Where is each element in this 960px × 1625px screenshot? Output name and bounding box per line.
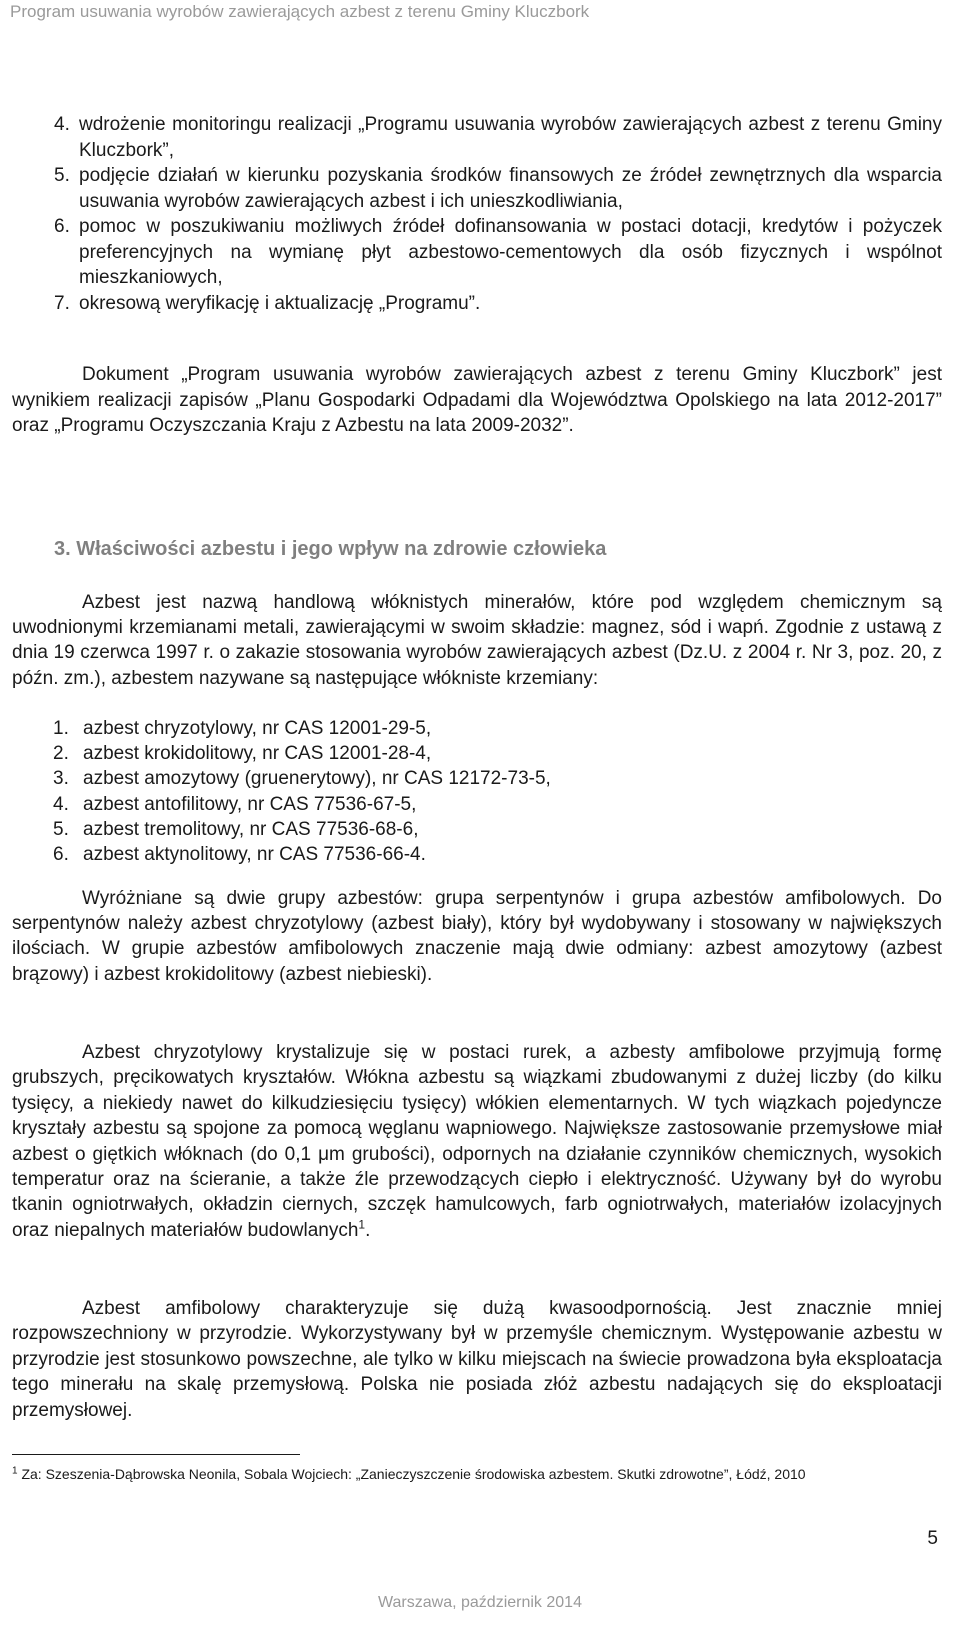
footnote [12, 1466, 950, 1482]
list-item [53, 766, 551, 791]
paragraph-asbestos-definition: Azbest jest nazwą handlową włóknistych minerałów, które pod względem chemicznym są uwodnionymi krzemianami metali, zawierającymi w swoim składzie: magnez, sód i wapń. Zgodnie z ustawą z dnia 19 czerwca 1997 r. o zakazie stosowania wyrobów zawierających azbest (Dz.U. z 2004 r. Nr 3, poz. 20, z późn. zm.), azbestem nazywane są następujące włókniste krzemiany: [12, 592, 942, 689]
list-item [53, 842, 551, 867]
footnote-marker: 1 [12, 1465, 18, 1477]
running-footer: Warszawa, październik 2014 [378, 1594, 582, 1611]
running-header: Program usuwania wyrobów zawierających azbest z terenu Gminy Kluczbork [10, 2, 590, 21]
paragraph-asbestos-structure [12, 1040, 942, 1243]
list-item [12, 214, 942, 291]
list-item [53, 716, 551, 741]
list-number: 5. [53, 818, 69, 840]
objectives-list [12, 112, 942, 316]
list-number: 5. [54, 165, 70, 186]
list-number: 3. [53, 768, 69, 790]
list-text: okresową weryfikację i aktualizację „Programu”. [79, 292, 481, 314]
footnote-text: Za: Szeszenia-Dąbrowska Neonila, Sobala Wojciech: „Zanieczyszczenie środowiska azbestem. Skutki zdrowotne”, Łódź, 2010 [21, 1466, 806, 1482]
footnote-separator [12, 1454, 300, 1455]
list-text: pomoc w poszukiwaniu możliwych źródeł dofinansowania w postaci dotacji, kredytów i pożyczek preferencyjnych na wymianę płyt azbestowo-cementowych dla osób fizycznych i wspólnot mieszkaniowych, [79, 216, 942, 288]
list-text: wdrożenie monitoringu realizacji „Programu usuwania wyrobów zawierających azbest z terenu Gminy Kluczbork”, [79, 114, 942, 161]
footnote-reference[interactable]: 1 [358, 1217, 366, 1232]
list-item [12, 291, 942, 317]
list-number: 7. [54, 292, 70, 314]
list-number: 4. [54, 114, 70, 135]
list-text: azbest antofilitowy, nr CAS 77536-67-5, [83, 793, 417, 815]
list-number: 2. [53, 743, 69, 765]
paragraph-amphibole: Azbest amfibolowy charakteryzuje się dużą kwasoodpornością. Jest znacznie mniej rozpowszechniony w przyrodzie. Wykorzystywany był w przemyśle chemicznym. Występowanie azbestu w przyrodzie jest stosunkowo powszechne, ale tylko w kilku miejscach na świecie prowadzona była eksploatacja tego minerału na skalę przemysłową. Polska nie posiada złóż azbestu nadających się do eksploatacji przemysłowej. [12, 1298, 942, 1421]
list-item [53, 741, 551, 766]
list-number: 4. [53, 793, 69, 815]
page-number: 5 [927, 1528, 938, 1549]
paragraph-asbestos-groups: Wyróżniane są dwie grupy azbestów: grupa serpentynów i grupa azbestów amfibolowych. Do serpentynów należy azbest chryzotylowy (azbest biały), który był wydobywany i stosowany w największych ilościach. W grupie azbestów amfibolowych znaczenie mają dwie odmiany: azbest amozytowy (azbest brązowy) i azbest krokidolitowy (azbest niebieski). [12, 888, 942, 985]
paragraph-text: Azbest chryzotylowy krystalizuje się w postaci rurek, a azbesty amfibolowe przyjmują formę grubszych, pręcikowatych kryształów. Włókna azbestu są wiązkami zbudowanymi z dużej liczby (do kilku tysięcy, a niekiedy nawet do kilkudziesięciu tysięcy) włókien elementarnych. W tych wiązkach pojedyncze kryształy azbestu są spojone za pomocą węglanu wapniowego. Największe zastosowanie przemysłowe miał azbest o giętkich włóknach (do 0,1 μm grubości), odpornych na działanie czynników chemicznych, wysokich temperatur oraz na ścieranie, a także źle przewodzących ciepło i elektryczność. Używany był do wyrobu tkanin ogniotrwałych, okładzin ciernych, szczęk hamulcowych, farb ogniotrwałych, materiałów izolacyjnych oraz niepalnych materiałów budowlanych [12, 1042, 942, 1241]
paragraph-end: . [365, 1219, 371, 1241]
asbestos-types-list [53, 716, 551, 867]
list-number: 1. [53, 718, 69, 739]
list-text: azbest aktynolitowy, nr CAS 77536-66-4. [83, 844, 426, 866]
list-text: azbest tremolitowy, nr CAS 77536-68-6, [83, 818, 419, 840]
list-item [12, 163, 942, 214]
list-text: azbest chryzotylowy, nr CAS 12001-29-5, [83, 718, 432, 739]
list-number: 6. [53, 844, 69, 866]
list-number: 6. [54, 216, 70, 237]
section-heading: 3. Właściwości azbestu i jego wpływ na zdrowie człowieka [54, 538, 607, 560]
list-text: azbest krokidolitowy, nr CAS 12001-28-4, [83, 743, 432, 765]
paragraph-program-basis: Dokument „Program usuwania wyrobów zawierających azbest z terenu Gminy Kluczbork” jest wynikiem realizacji zapisów „Planu Gospodarki Odpadami dla Województwa Opolskiego na lata 2012-2017” oraz „Programu Oczyszczania Kraju z Azbestu na lata 2009-2032”. [12, 364, 942, 436]
list-text: azbest amozytowy (gruenerytowy), nr CAS 12172-73-5, [83, 768, 551, 790]
list-text: podjęcie działań w kierunku pozyskania środków finansowych ze źródeł zewnętrznych dla wsparcia usuwania wyrobów zawierających azbest i ich unieszkodliwiania, [79, 165, 942, 212]
list-item [53, 817, 551, 842]
list-item [53, 792, 551, 817]
list-item [12, 112, 942, 163]
